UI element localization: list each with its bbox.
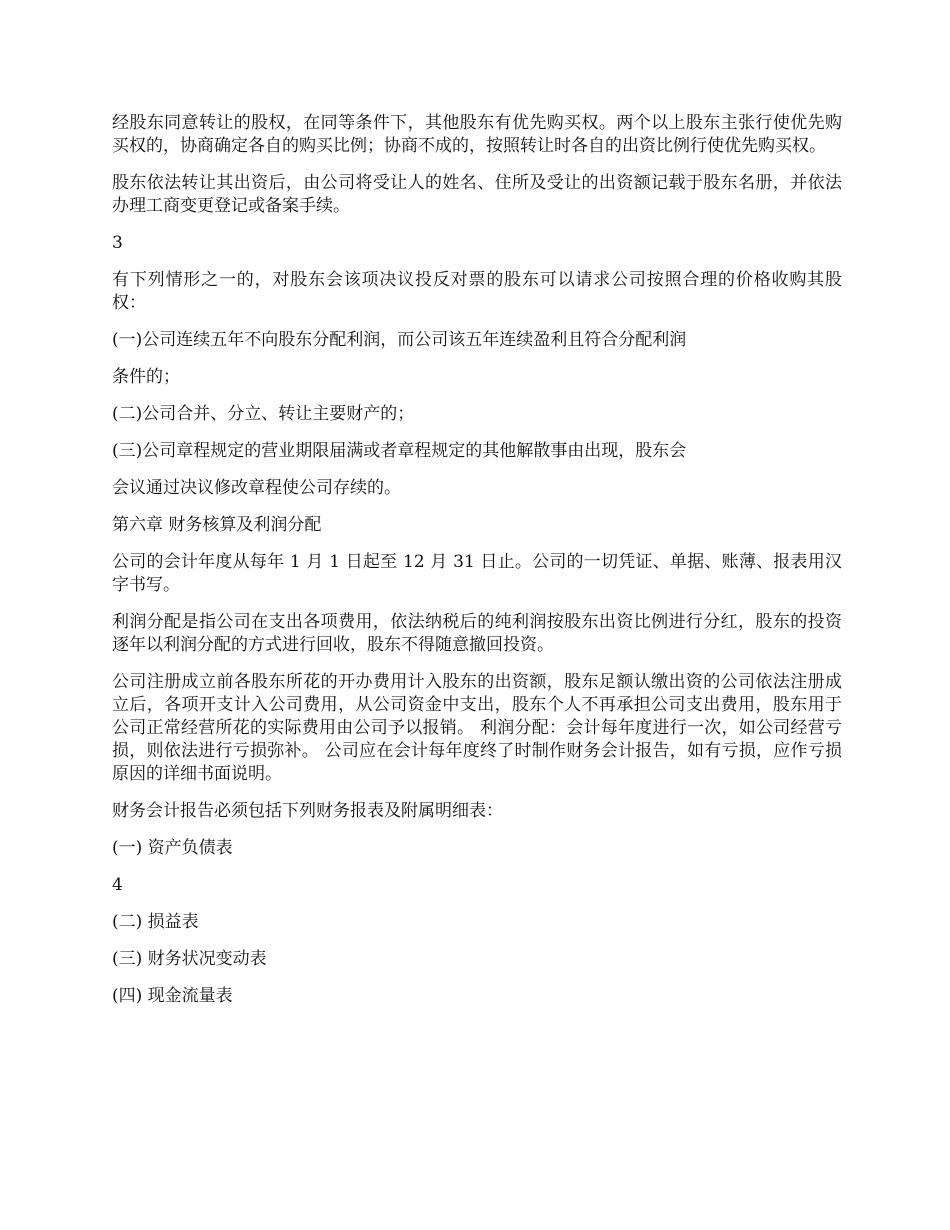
paragraph-fiscal-year: 公司的会计年度从每年 1 月 1 日起至 12 月 31 日止。公司的一切凭证、单据、账薄、报表用汉字书写。 bbox=[112, 552, 842, 595]
paragraph-share-transfer-priority: 经股东同意转让的股权，在同等条件下，其他股东有优先购买权。两个以上股东主张行使优先购买权的，协商确定各自的购买比例；协商不成的，按照转让时各自的出资比例行使优先购买权。 bbox=[112, 113, 842, 156]
paragraph-financial-report: 财务会计报告必须包括下列财务报表及附属明细表： bbox=[112, 801, 503, 821]
paragraph-profit-distribution: 利润分配是指公司在支出各项费用，依法纳税后的纯利润按股东出资比例进行分红，股东的投资逐年以利润分配的方式进行回收，股东不得随意撤回投资。 bbox=[112, 612, 842, 655]
list-item-condition-3-continued: 会议通过决议修改章程使公司存续的。 bbox=[112, 478, 401, 498]
document-body bbox=[112, 112, 842, 1022]
chapter-heading: 第六章 财务核算及利润分配 bbox=[112, 515, 322, 535]
paragraph-buyback-conditions: 有下列情形之一的，对股东会该项决议投反对票的股东可以请求公司按照合理的价格收购其股权： bbox=[112, 270, 842, 313]
list-item-cash-flow-statement: (四) 现金流量表 bbox=[112, 986, 233, 1006]
page-number: 4 bbox=[112, 875, 123, 895]
list-item-income-statement: (二) 损益表 bbox=[112, 912, 199, 932]
list-item-balance-sheet: (一) 资产负债表 bbox=[112, 838, 233, 858]
list-item-financial-position-changes: (三) 财务状况变动表 bbox=[112, 949, 267, 969]
paragraph-startup-expenses: 公司注册成立前各股东所花的开办费用计入股东的出资额，股东足额认缴出资的公司依法注册成立后，各项开支计入公司费用，从公司资金中支出，股东个人不再承担公司支出费用，股东用于公司正常经营所花的实际费用由公司予以报销。 利润分配：会计每年度进行一次，如公司经营亏损，则依法进行亏损弥补。 公司应在会计每年度终了时制作财务会计报告，如有亏损，应作亏损原因的详细书面说明。 bbox=[112, 672, 842, 784]
list-item-condition-1-continued: 条件的； bbox=[112, 367, 180, 387]
list-item-condition-3: (三)公司章程规定的营业期限届满或者章程规定的其他解散事由出现，股东会 bbox=[112, 441, 687, 461]
paragraph-shareholder-register: 股东依法转让其出资后，由公司将受让人的姓名、住所及受让的出资额记载于股东名册，并依法办理工商变更登记或备案手续。 bbox=[112, 173, 842, 216]
list-item-condition-2: (二)公司合并、分立、转让主要财产的； bbox=[112, 404, 415, 424]
list-item-condition-1: (一)公司连续五年不向股东分配利润，而公司该五年连续盈利且符合分配利润 bbox=[112, 330, 687, 350]
page-number: 3 bbox=[112, 233, 123, 253]
